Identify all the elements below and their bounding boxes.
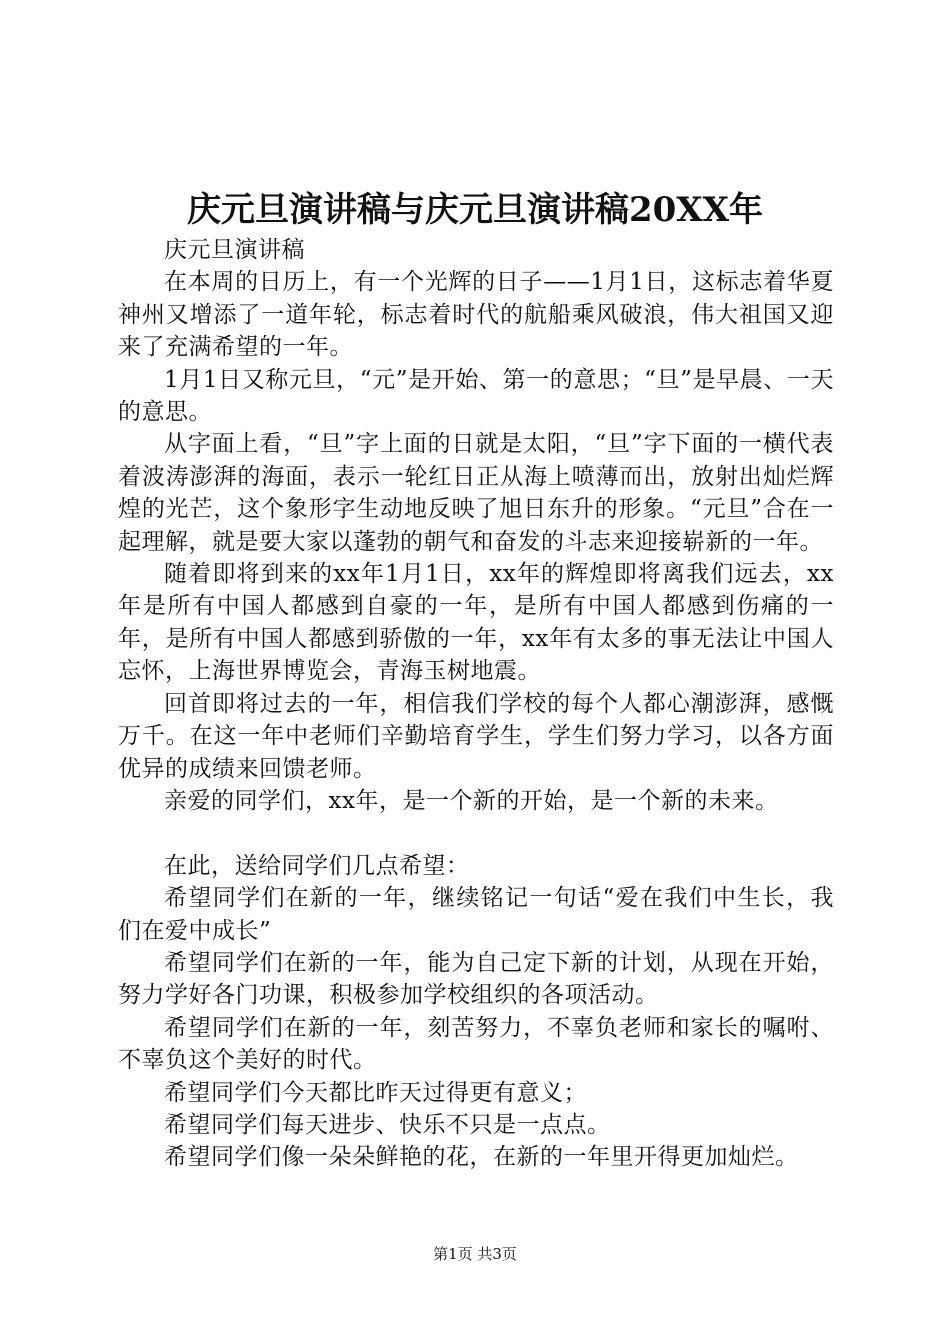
paragraph: 希望同学们在新的一年，能为自己定下新的计划，从现在开始，努力学好各门功课，积极参加学校组织的各项活动。 — [118, 949, 834, 1009]
paragraph: 希望同学们在新的一年，刻苦努力，不辜负老师和家长的嘱咐、不辜负这个美好的时代。 — [118, 1014, 834, 1074]
paragraph: 从字面上看，“旦”字上面的日就是太阳，“旦”字下面的一横代表着波涛澎湃的海面，表示一轮红日正从海上喷薄而出，放射出灿烂辉煌的光芒，这个象形字生动地反映了旭日东升的形象。“元旦”合在一起理解，就是要大家以蓬勃的朝气和奋发的斗志来迎接崭新的一年。 — [118, 431, 834, 555]
paragraph: 希望同学们像一朵朵鲜艳的花，在新的一年里开得更加灿烂。 — [164, 1144, 799, 1171]
blank-line — [118, 817, 834, 849]
paragraph: 希望同学们在新的一年，继续铭记一句话“爱在我们中生长，我们在爱中成长” — [118, 885, 834, 944]
paragraph: 在此，送给同学们几点希望： — [164, 852, 470, 879]
paragraph: 亲爱的同学们，xx年，是一个新的开始，是一个新的未来。 — [164, 787, 779, 814]
document-body — [118, 234, 834, 1174]
document-title: 庆元旦演讲稿与庆元旦演讲稿20XX年 — [186, 190, 764, 230]
paragraph: 庆元旦演讲稿 — [164, 237, 305, 263]
page-footer: 第1页 共3页 — [433, 1245, 517, 1263]
paragraph: 回首即将过去的一年，相信我们学校的每个人都心潮澎湃，感慨万千。在这一年中老师们辛勤培育学生，学生们努力学习，以各方面优异的成绩来回馈老师。 — [118, 690, 834, 782]
paragraph: 希望同学们今天都比昨天过得更有意义； — [164, 1079, 587, 1106]
paragraph: 1月1日又称元旦，“元”是开始、第一的意思；“旦”是早晨、一天的意思。 — [118, 366, 834, 426]
paragraph: 随着即将到来的xx年1月1日，xx年的辉煌即将离我们远去，xx年是所有中国人都感到自豪的一年，是所有中国人都感到伤痛的一年，是所有中国人都感到骄傲的一年，xx年有太多的事无法让中国人忘怀，上海世界博览会，青海玉树地震。 — [118, 561, 834, 685]
paragraph: 希望同学们每天进步、快乐不只是一点点。 — [164, 1111, 611, 1138]
paragraph: 在本周的日历上，有一个光辉的日子——1月1日，这标志着华夏神州又增添了一道年轮，标志着时代的航船乘风破浪，伟大祖国又迎来了充满希望的一年。 — [118, 269, 834, 361]
